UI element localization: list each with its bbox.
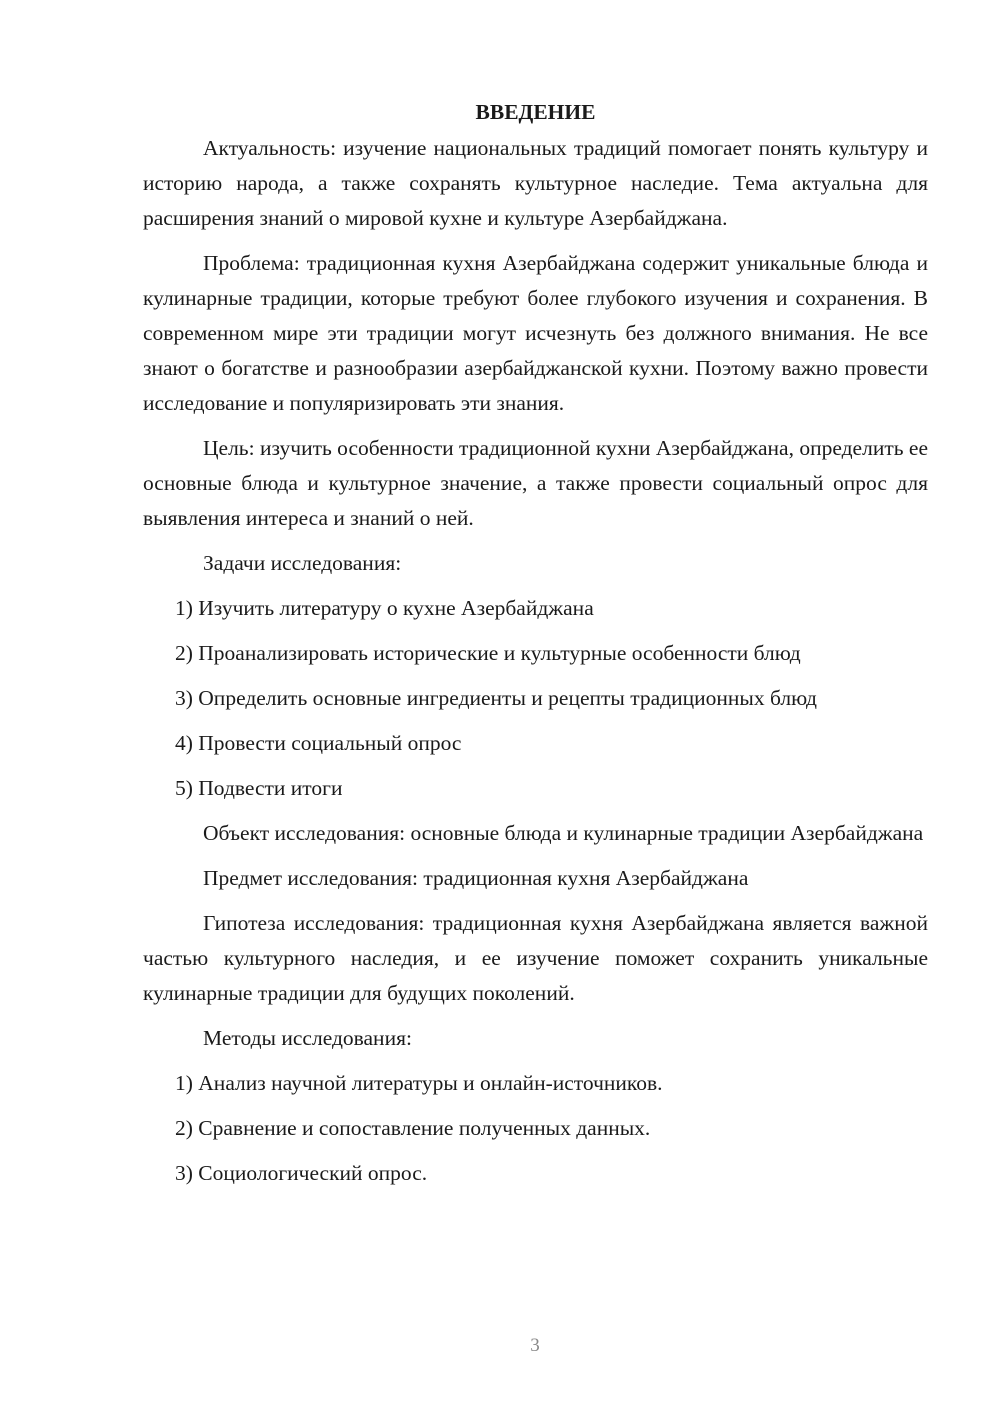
goal-paragraph: Цель: изучить особенности традиционной кухни Азербайджана, определить ее основные блюда и культурное значение, а также провести социальный опрос для выявления интереса и знаний о ней. xyxy=(143,436,928,530)
subject-paragraph: Предмет исследования: традиционная кухня Азербайджана xyxy=(203,866,749,890)
task-item: 4) Провести социальный опрос xyxy=(175,731,462,755)
method-item: 1) Анализ научной литературы и онлайн-источников. xyxy=(175,1071,663,1095)
task-item: 2) Проанализировать исторические и культурные особенности блюд xyxy=(175,641,801,665)
object-paragraph: Объект исследования: основные блюда и кулинарные традиции Азербайджана xyxy=(203,821,924,845)
section-title: ВВЕДЕНИЕ xyxy=(475,100,596,124)
methods-heading: Методы исследования: xyxy=(203,1026,412,1050)
problem-paragraph: Проблема: традиционная кухня Азербайджана содержит уникальные блюда и кулинарные традиции, которые требуют более глубокого изучения и сохранения. В современном мире эти традиции могут исчезнуть без должного внимания. Не все знают о богатстве и разнообразии азербайджанской кухни. Поэтому важно провести исследование и популяризировать эти знания. xyxy=(143,251,928,415)
task-item: 3) Определить основные ингредиенты и рецепты традиционных блюд xyxy=(175,686,817,710)
task-item: 1) Изучить литературу о кухне Азербайджана xyxy=(175,596,594,620)
task-item: 5) Подвести итоги xyxy=(175,776,343,800)
document-page xyxy=(143,95,928,1201)
method-item: 2) Сравнение и сопоставление полученных данных. xyxy=(175,1116,651,1140)
hypothesis-paragraph: Гипотеза исследования: традиционная кухня Азербайджана является важной частью культурного наследия, и ее изучение поможет сохранить уникальные кулинарные традиции для будущих поколений. xyxy=(143,911,928,1005)
relevance-paragraph: Актуальность: изучение национальных традиций помогает понять культуру и историю народа, а также сохранять культурное наследие. Тема актуальна для расширения знаний о мировой кухне и культуре Азербайджана. xyxy=(143,136,928,230)
method-item: 3) Социологический опрос. xyxy=(175,1161,428,1185)
page-number: 3 xyxy=(530,1335,540,1356)
tasks-heading: Задачи исследования: xyxy=(203,551,402,575)
